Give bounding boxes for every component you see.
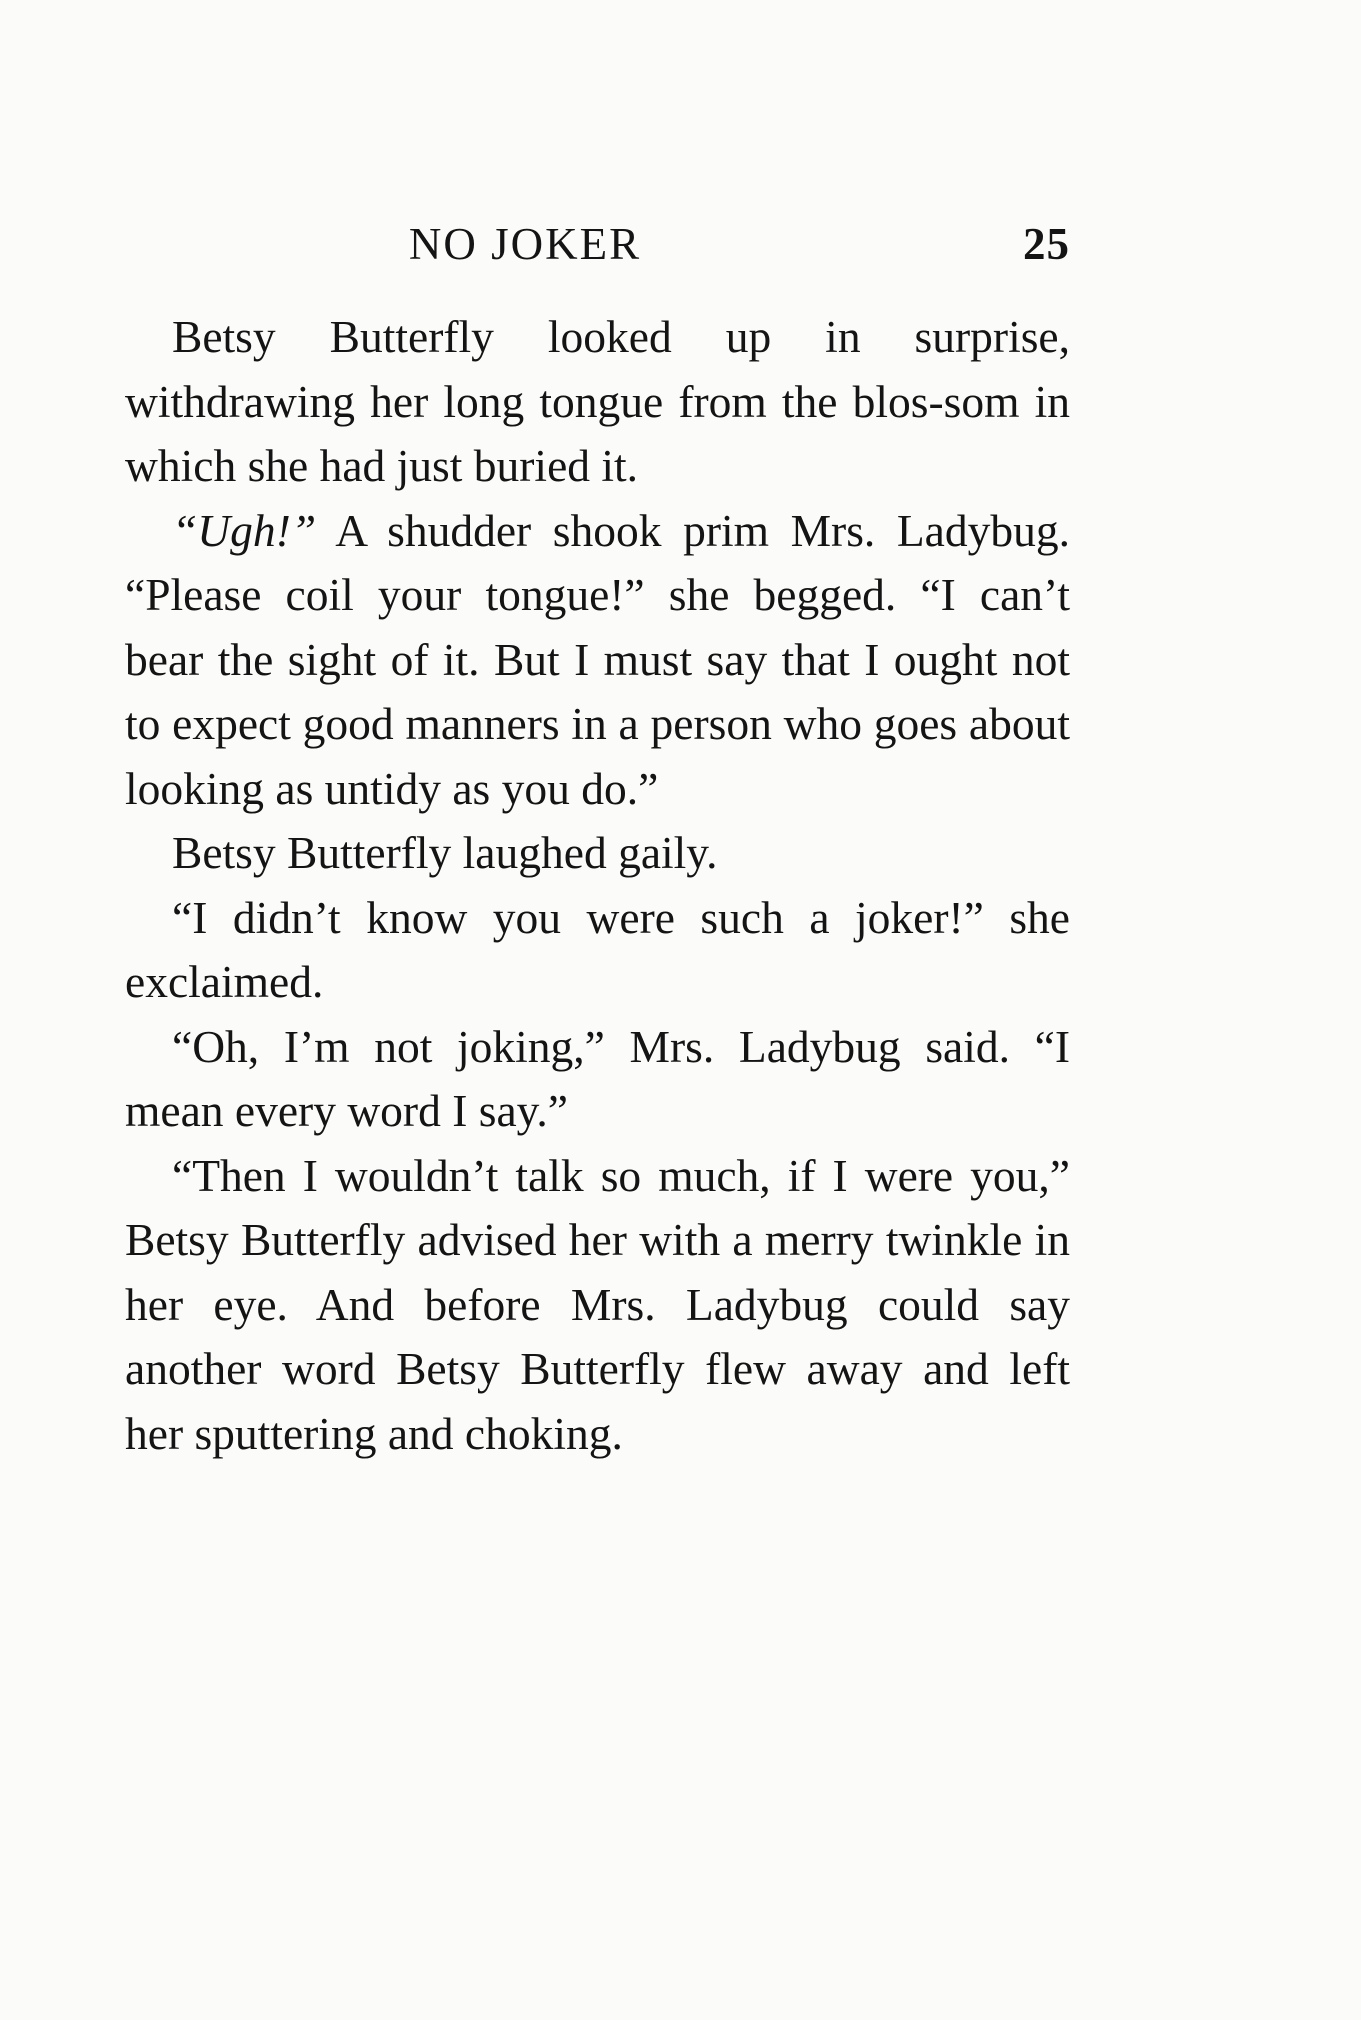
paragraph-4-text: “I didn’t know you were such a joker!” she exclaimed. — [125, 891, 1070, 1007]
paragraph-4 — [125, 886, 1070, 1015]
paragraph-5-text: “Oh, I’m not joking,” Mrs. Ladybug said. “I mean every word I say.” — [125, 1020, 1070, 1136]
paragraph-1-text: Betsy Butterfly looked up in surprise, withdrawing her long tongue from the blos-som in which she had just buried it. — [125, 311, 1070, 491]
paragraph-5 — [125, 1015, 1070, 1144]
running-head — [125, 218, 1070, 270]
paragraph-1 — [125, 305, 1070, 499]
paragraph-3 — [125, 821, 1070, 886]
paragraph-2-text: A shudder shook prim Mrs. Ladybug. “Please coil your tongue!” she begged. “I can’t bear the sight of it. But I must say that I ought not to expect good manners in a person who goes about looking as untidy as you do.” — [125, 504, 1070, 814]
paragraph-6 — [125, 1144, 1070, 1467]
page-number: 25 — [1023, 219, 1070, 269]
paragraph-6-text: “Then I wouldn’t talk so much, if I were you,” Betsy Butterfly advised her with a merry twinkle in her eye. And before Mrs. Ladybug could say another word Betsy Butterfly flew away and left her sputtering and choking. — [125, 1149, 1070, 1459]
paragraph-2-italic-lead: “Ugh!” — [172, 504, 317, 556]
paragraph-2 — [125, 499, 1070, 822]
running-title: NO JOKER — [408, 219, 642, 269]
paragraph-3-text: Betsy Butterfly laughed gaily. — [172, 827, 718, 878]
body-text — [125, 305, 1070, 1466]
